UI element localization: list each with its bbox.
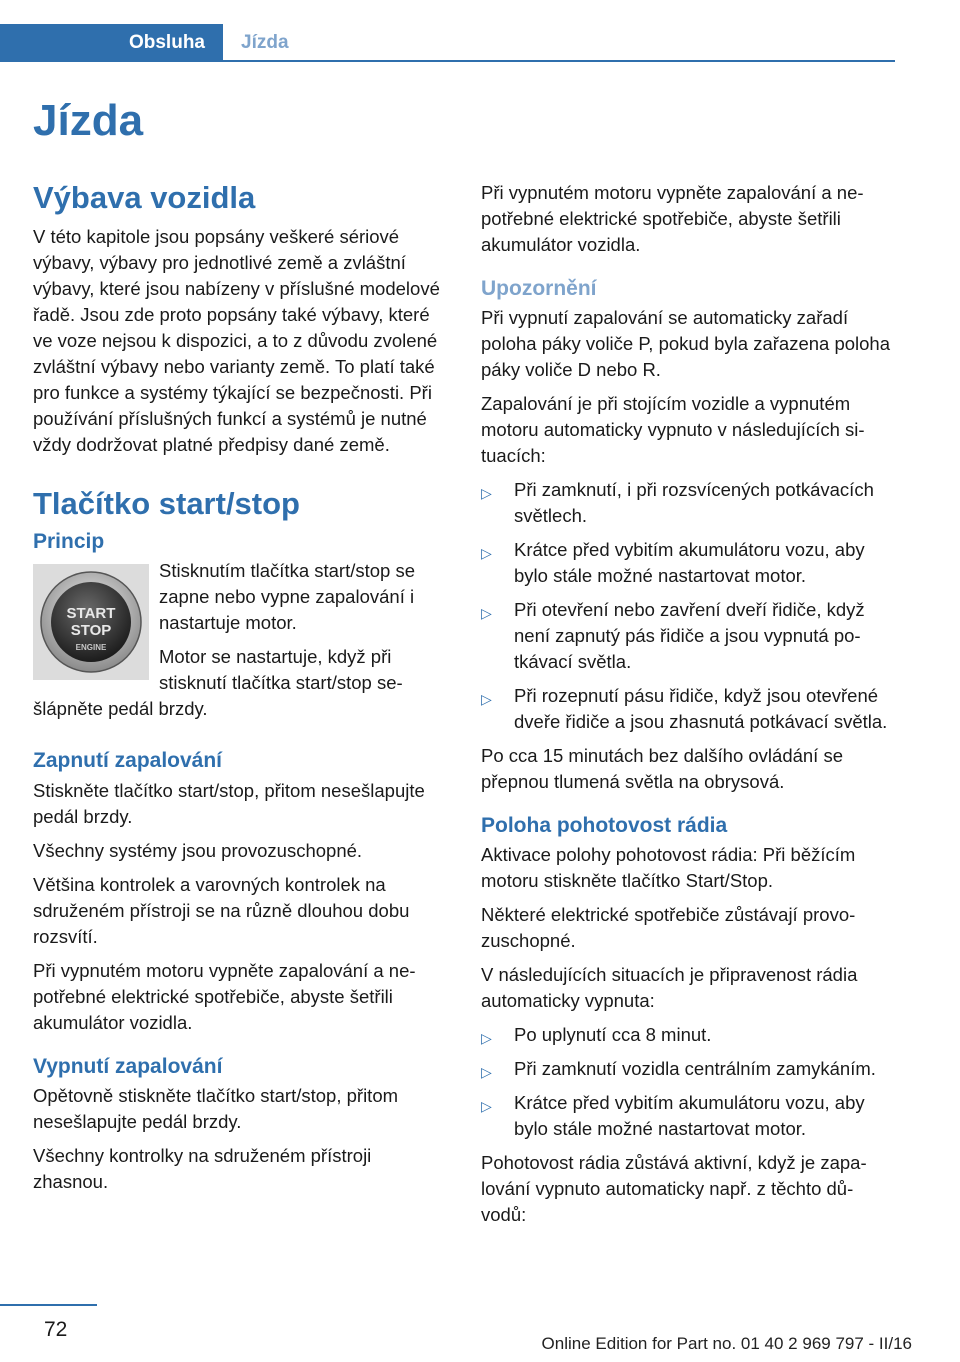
list-item: ▷ Po uplynutí cca 8 minut. (481, 1022, 891, 1048)
subsection-title-princip: Princip (33, 530, 105, 554)
list-item: ▷ Při otevření nebo zavření dveří řidiče, když není zapnutý pás řidiče a jsou vypnutá potkávací světla. (481, 599, 865, 673)
chapter-title: Jízda (33, 96, 144, 145)
triangle-bullet-icon: ▷ (481, 1030, 492, 1047)
paragraph: Některé elektrické spotřebiče zůstávají provozuschopné. (481, 904, 856, 952)
paragraph: Většina kontrolek a varovných kontrolek na sdruženém přístroji se na různě dlouhou dobu rozsvítí. (33, 873, 410, 947)
paragraph: V této kapitole jsou popsány veškeré sériové výbavy, výbavy pro jednotlivé země a zvláštní výbavy, které jsou nabízeny v příslušné modelové řadě. Jsou zde proto popsány také výbavy, které ve voze nejsou k dispozici, a to z důvodu zvolené zvláštní výbavy nebo varianty země. To platí také pro funkce a systémy týkající se bezpečnosti. Při používání příslušných funkcí a systémů je nutné vždy dodržovat platné předpisy dané země. (33, 225, 440, 455)
list-item: ▷ Při rozepnutí pásu řidiče, když jsou otevřené dveře řidiče a jsou zhasnutá potkávací světla. (481, 685, 888, 733)
paragraph: Opětovně stiskněte tlačítko start/stop, přitom nesešlapujte pedál brzdy. (33, 1084, 399, 1132)
paragraph: Aktivace polohy pohotovost rádia: Při běžícím motoru stiskněte tlačítko Start/Stop. (481, 844, 856, 892)
subsection-title-radio: Poloha pohotovost rádia (481, 814, 728, 838)
button-label-stop: STOP (70, 622, 112, 640)
triangle-bullet-icon: ▷ (481, 1098, 492, 1115)
triangle-bullet-icon: ▷ (481, 605, 492, 622)
section-title-start-stop: Tlačítko start/stop (33, 485, 300, 521)
footer-rule (0, 1304, 97, 1306)
triangle-bullet-icon: ▷ (481, 691, 492, 708)
left-column (33, 180, 443, 1203)
triangle-bullet-icon: ▷ (481, 1064, 492, 1081)
subsection-title-vypnuti: Vypnutí zapalování (33, 1054, 223, 1078)
paragraph: Při vypnutém motoru vypněte zapalování a nepotřebné elektrické spotřebiče, abyste šetřili akumulátor vozidla. (33, 959, 416, 1033)
paragraph: Po cca 15 minutách bez dalšího ovládání se přepnou tlumená světla na obrysová. (481, 745, 844, 793)
paragraph: Pohotovost rádia zůstává aktivní, když je zapalování vypnuto automaticky např. z těchto důvodů: (481, 1152, 867, 1226)
paragraph: Zapalování je při stojícím vozidle a vypnutém motoru automaticky vypnuto v následujících situacích: (481, 393, 865, 467)
paragraph: Při vypnutí zapalování se automaticky zařadí poloha páky voliče P, pokud byla zařazena poloha páky voliče D nebo R. (481, 307, 891, 381)
paragraph: Motor se nastartuje, když při stisknutí tlačítka start/stop sešlápněte pedál brzdy. (33, 646, 403, 720)
situations-list (481, 477, 891, 735)
triangle-bullet-icon: ▷ (481, 545, 492, 562)
start-stop-button-icon (37, 568, 145, 676)
right-column (481, 180, 891, 1236)
tab-jizda[interactable]: Jízda (241, 32, 289, 53)
tab-obsluha[interactable]: Obsluha (0, 24, 223, 62)
button-label-engine: ENGINE (75, 643, 107, 653)
list-item: ▷ Krátce před vybitím akumulátoru vozu, aby bylo stále možné nastartovat motor. (481, 1092, 865, 1140)
paragraph: Všechny systémy jsou provozuschopné. (33, 839, 363, 861)
header-rule (223, 60, 895, 62)
list-item: ▷ Při zamknutí vozidla centrálním zamykáním. (481, 1056, 891, 1082)
list-item: ▷ Krátce před vybitím akumulátoru vozu, aby bylo stále možné nastartovat motor. (481, 539, 865, 587)
edition-note: Online Edition for Part no. 01 40 2 969 797 - II/16 (541, 1334, 912, 1353)
header-bar (0, 24, 895, 62)
section-title-vybava: Výbava vozidla (33, 180, 256, 215)
paragraph: Při vypnutém motoru vypněte zapalování a nepotřebné elektrické spotřebiče, abyste šetřili akumulátor vozidla. (481, 182, 864, 255)
start-stop-button-image (33, 564, 149, 680)
radio-situations-list (481, 1022, 891, 1142)
triangle-bullet-icon: ▷ (481, 485, 492, 502)
list-item: ▷ Při zamknutí, i při rozsvícených potkávacích světlech. (481, 479, 874, 527)
subsection-title-upozorneni: Upozornění (481, 277, 597, 300)
page-number: 72 (44, 1318, 68, 1341)
paragraph: Stiskněte tlačítko start/stop, přitom nesešlapujte pedál brzdy. (33, 779, 425, 827)
paragraph: Všechny kontrolky na sdruženém přístroji zhasnou. (33, 1144, 372, 1192)
subsection-title-zapnuti: Zapnutí zapalování (33, 749, 223, 773)
paragraph: V následujících situacích je připravenost rádia automaticky vypnuta: (481, 964, 858, 1012)
button-label-start: START (66, 605, 116, 623)
paragraph: Stisknutím tlačítka start/stop se zapne nebo vypne zapalování i nastartuje motor. (159, 560, 416, 634)
